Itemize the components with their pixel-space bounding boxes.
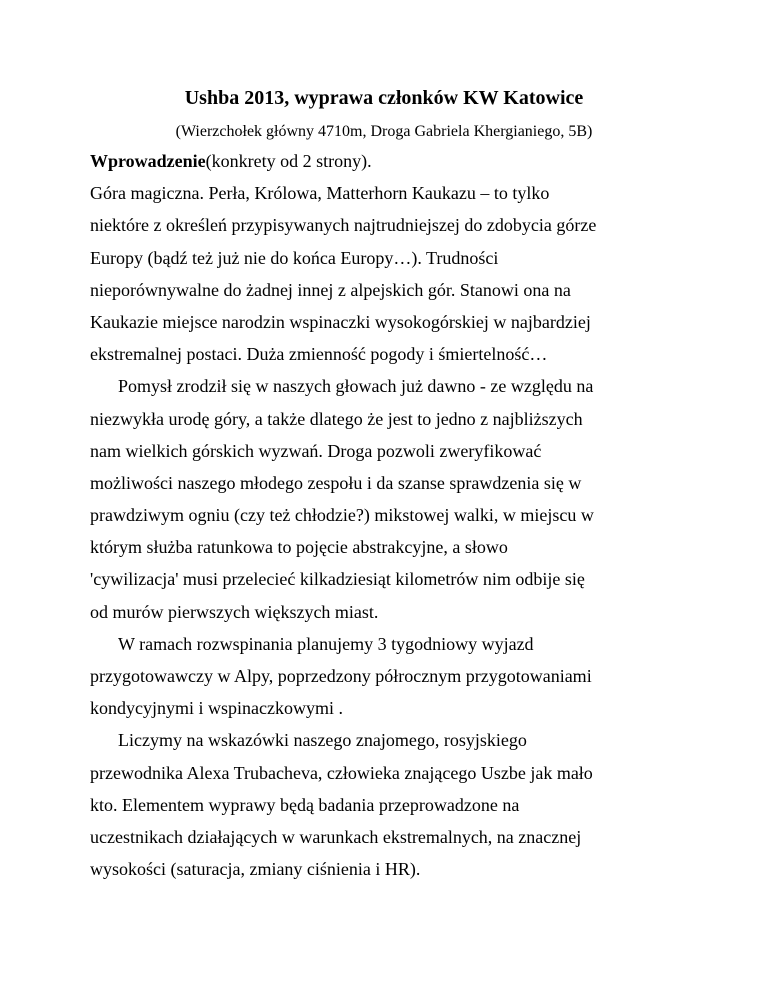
document-title: Ushba 2013, wyprawa członków KW Katowice [184,87,584,109]
paragraph-line: niezwykła urodę góry, a także dlatego że jest to jedno z najbliższych [90,408,583,429]
paragraph-line: Pomysł zrodził się w naszych głowach już dawno - ze względu na [118,376,594,397]
paragraph-line: od murów pierwszych większych miast. [90,601,379,622]
paragraph-line: Europy (bądź też już nie do końca Europy…). Trudności [90,247,499,268]
paragraph-line: wysokości (saturacja, zmiany ciśnienia i HR). [90,859,421,880]
paragraph-line: prawdziwym ogniu (czy też chłodzie?) mikstowej walki, w miejscu w [90,505,594,526]
paragraph-line: możliwości naszego młodego zespołu i da szanse sprawdzenia się w [90,472,582,493]
paragraph-line: przewodnika Alexa Trubacheva, człowieka znającego Uszbe jak mało [90,762,593,783]
document-body [90,145,690,885]
paragraph-line: Góra magiczna. Perła, Królowa, Matterhorn Kaukazu – to tylko [90,183,550,204]
paragraph-line: kondycyjnymi i wspinaczkowymi . [90,698,343,719]
paragraph-line: 'cywilizacja' musi przelecieć kilkadziesiąt kilometrów nim odbije się [90,569,585,590]
paragraph-line: uczestnikach działających w warunkach ekstremalnych, na znacznej [90,826,582,847]
paragraph-line: nieporównywalne do żadnej innej z alpejskich gór. Stanowi ona na [90,279,571,300]
paragraph-line: nam wielkich górskich wyzwań. Droga pozwoli zweryfikować [90,440,542,461]
paragraph-line: niektóre z określeń przypisywanych najtrudniejszej do zdobycia górze [90,215,597,236]
intro-heading-line [90,145,690,177]
intro-heading: Wprowadzenie [90,151,206,171]
paragraph-line: kto. Elementem wyprawy będą badania przeprowadzone na [90,794,520,815]
intro-note: (konkrety od 2 strony). [205,151,372,171]
paragraph-line: Liczymy na wskazówki naszego znajomego, rosyjskiego [118,730,527,751]
document-subtitle: (Wierzchołek główny 4710m, Droga Gabriela Khergianiego, 5B) [175,123,593,140]
paragraph-line: przygotowawczy w Alpy, poprzedzony półrocznym przygotowaniami [90,666,592,686]
paragraph-line: którym służba ratunkowa to pojęcie abstrakcyjne, a słowo [90,537,508,558]
paragraph-line: W ramach rozwspinania planujemy 3 tygodniowy wyjazd [118,633,534,654]
paragraph-line: ekstremalnej postaci. Duża zmienność pogody i śmiertelność… [90,344,548,365]
paragraph-line: Kaukazie miejsce narodzin wspinaczki wysokogórskiej w najbardziej [90,311,591,332]
